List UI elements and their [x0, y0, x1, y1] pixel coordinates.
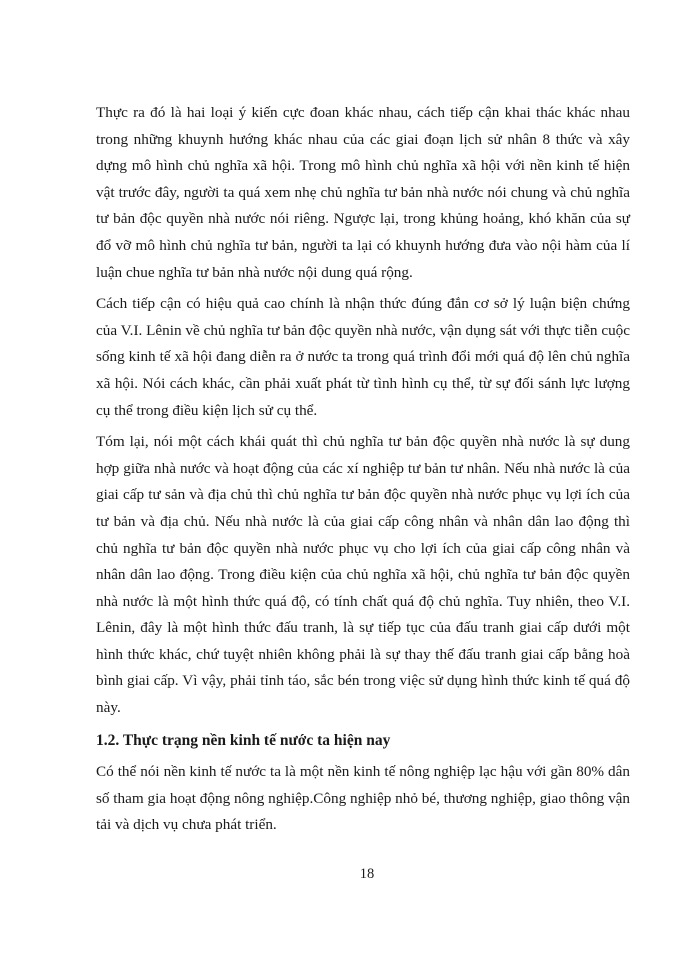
page-number: 18: [359, 866, 375, 882]
document-page-body: [96, 100, 630, 844]
paragraph-economy-status: Có thể nói nền kinh tế nước ta là một nền kinh tế nông nghiệp lạc hậu với gần 80% dân số tham gia hoạt động nông nghiệp.Công nghiệp nhỏ bé, thương nghiệp, giao thông vận tải và dịch vụ chưa phát triển.: [96, 763, 630, 834]
paragraph-extreme-views: Thực ra đó là hai loại ý kiến cực đoan khác nhau, cách tiếp cận khai thác khác nhau trong những khuynh hướng khác nhau của các giai đoạn lịch sử nhân 8 thức và xây dựng mô hình chủ nghĩa xã hội. Trong mô hình chủ nghĩa xã hội với nền kinh tế hiện vật trước đây, người ta quá xem nhẹ chủ nghĩa tư bản nhà nước nói chung và chủ nghĩa tư bản độc quyền nhà nước nói riêng. Ngược lại, trong khủng hoảng, khó khăn của sự đổ vỡ mô hình chủ nghĩa tư bản, người ta lại có khuynh hướng đưa vào nội hàm của lí luận chue nghĩa tư bản nhà nước nội dung quá rộng.: [96, 104, 630, 281]
section-heading: 1.2. Thực trạng nền kinh tế nước ta hiện nay: [96, 731, 391, 749]
paragraph-effective-approach: Cách tiếp cận có hiệu quả cao chính là nhận thức đúng đắn cơ sở lý luận biện chứng của V.I. Lênin về chủ nghĩa tư bản độc quyền nhà nước, vận dụng sát với thực tiễn cuộc sống kinh tế xã hội đang diễn ra ở nước ta trong quá trình đổi mới quá độ lên chủ nghĩa xã hội. Nói cách khác, cần phải xuất phát từ tình hình cụ thể, từ sự đối sánh lực lượng cụ thể trong điều kiện lịch sử cụ thể.: [96, 295, 630, 419]
paragraph-summary: Tóm lại, nói một cách khái quát thì chủ nghĩa tư bản độc quyền nhà nước là sự dung hợp giữa nhà nước và hoạt động của các xí nghiệp tư bản tư nhân. Nếu nhà nước là của giai cấp tư sản và địa chủ thì chủ nghĩa tư bản độc quyền nhà nước phục vụ lợi ích của tư bản và địa chủ. Nếu nhà nước là của giai cấp công nhân và nhân dân lao động thì chủ nghĩa tư bản độc quyền nhà nước phục vụ cho lợi ích của giai cấp công nhân và nhân dân lao động. Trong điều kiện của chủ nghĩa xã hội, chủ nghĩa tư bản độc quyền nhà nước là một hình thức quá độ, có tính chất quá độ chủ nghĩa. Tuy nhiên, theo V.I. Lênin, đây là một hình thức đấu tranh, là sự tiếp tục của đấu tranh giai cấp dưới một hình thức khác, chứ tuyệt nhiên không phải là sự thay thế đấu tranh giai cấp bằng hoà bình giai cấp. Vì vậy, phải tỉnh táo, sắc bén trong việc sử dụng hình thức kinh tế quá độ này.: [96, 433, 630, 717]
